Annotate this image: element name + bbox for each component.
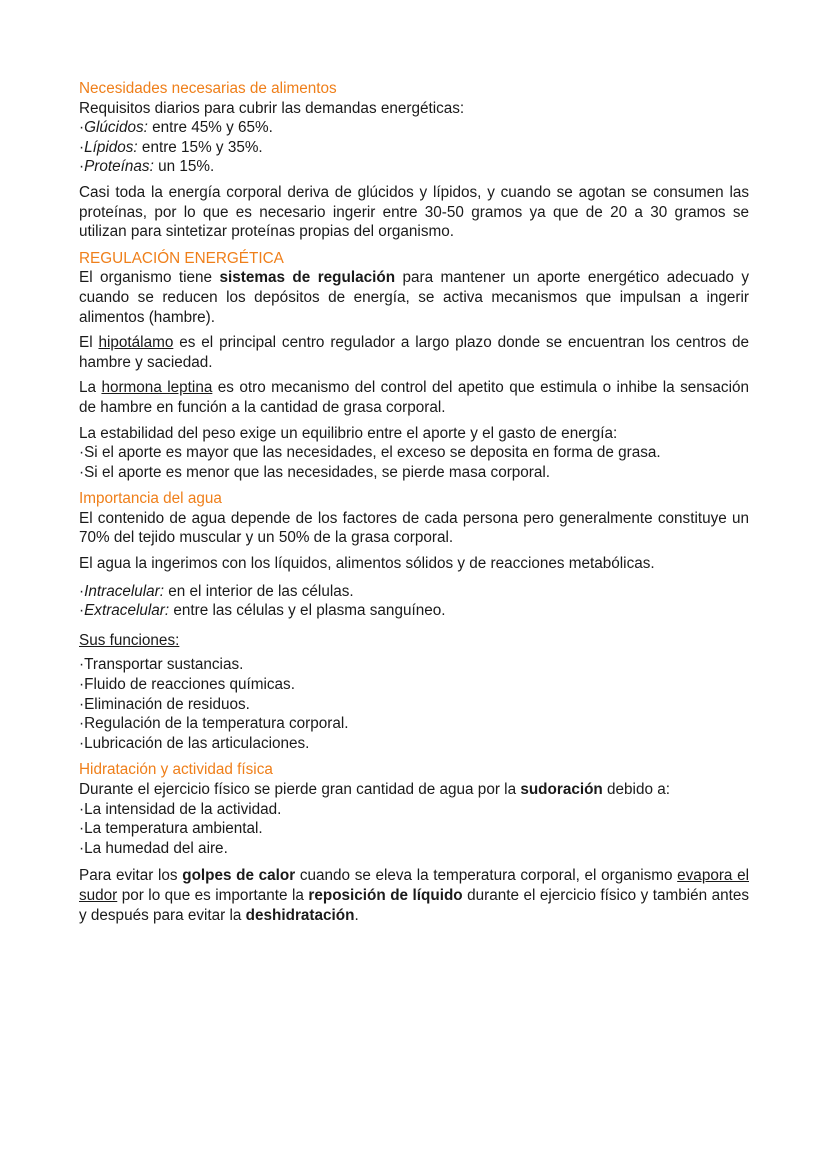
bullet: · [79,119,85,137]
heading-regulation: REGULACIÓN ENERGÉTICA [79,249,284,267]
text-run: es el principal centro regulador a largo plazo donde se encuentran los centros de hambre y saciedad. [79,334,749,371]
list-text: en el interior de las células. [164,582,354,600]
hydration-paragraph-1 [79,780,749,800]
macronutrient-list [79,118,749,177]
bullet: · [79,582,85,600]
list-item [79,157,749,177]
underlined-title: Sus funciones: [79,631,180,649]
underlined-term: hormona leptina [101,379,213,397]
text-run: . [354,906,359,924]
text-run: para mantener un aporte energético adecuado y cuando se reducen los depósitos de energía, se activa mecanismos que impulsan a ingerir alimentos (hambre). [79,269,750,326]
bullet: · [79,158,85,176]
functions-title [79,631,749,651]
list-item [79,601,749,621]
heading-hydration: Hidratación y actividad física [79,761,273,779]
term-lipidos: Lípidos: [84,138,138,156]
water-types-list [79,582,749,621]
underlined-term: hipotálamo [98,334,174,352]
document-content [79,79,749,925]
term-glucidos: Glúcidos: [84,119,148,137]
text-run: Para evitar los [79,867,183,885]
list-text: entre 45% y 65%. [147,119,273,137]
weight-balance-list [79,443,749,482]
text-run: cuando se eleva la temperatura corporal, el organismo [295,867,678,885]
regulation-paragraph-3 [79,378,749,417]
term-proteinas: Proteínas: [84,158,154,176]
food-needs-intro: Requisitos diarios para cubrir las demandas energéticas: [79,99,465,117]
regulation-paragraph-1 [79,268,749,327]
water-paragraph-2: El agua la ingerimos con los líquidos, alimentos sólidos y de reacciones metabólicas. [79,555,655,573]
term-extracelular: Extracelular: [84,602,170,620]
regulation-paragraph-4: La estabilidad del peso exige un equilibrio entre el aporte y el gasto de energía: [79,424,618,442]
list-item: ·Eliminación de residuos. [79,695,250,713]
heading-food-needs: Necesidades necesarias de alimentos [79,80,337,97]
list-text: entre las células y el plasma sanguíneo. [169,602,446,620]
list-item [79,118,749,138]
sweat-factors-list [79,800,749,859]
list-item: ·Fluido de reacciones químicas. [79,676,295,694]
bullet: · [79,602,85,620]
water-functions-list [79,655,749,753]
water-paragraph-1: El contenido de agua depende de los factores de cada persona pero generalmente constituye un 70% del tejido muscular y un 50% de la grasa corporal. [79,509,749,547]
list-item: ·La temperatura ambiental. [79,820,263,838]
text-run: debido a: [602,781,670,798]
text-run: por lo que es importante la [117,886,309,904]
hydration-paragraph-2 [79,866,749,925]
text-run: es otro mecanismo del control del apetito que estimula o inhibe la sensación de hambre en función a la cantidad de grasa corporal. [79,379,749,416]
list-text: un 15%. [153,158,215,176]
text-run: El [79,334,99,352]
bold-term: golpes de calor [182,867,296,885]
bold-term: sistemas de regulación [219,269,396,287]
underlined-term: evapora el sudor [79,867,749,904]
list-item: ·La humedad del aire. [79,839,228,857]
list-item: ·Lubricación de las articulaciones. [79,734,310,752]
list-item: ·Si el aporte es menor que las necesidades, se pierde masa corporal. [79,463,551,481]
regulation-paragraph-2 [79,333,749,372]
list-item: ·Regulación de la temperatura corporal. [79,715,349,733]
text-run: Durante el ejercicio físico se pierde gran cantidad de agua por la [79,781,521,798]
bold-term: reposición de líquido [308,886,463,904]
bold-term: sudoración [520,781,603,798]
term-intracelular: Intracelular: [84,582,165,600]
text-run: durante el ejercicio físico y también antes y después para evitar la [79,886,749,924]
list-item [79,582,749,602]
list-item: ·Transportar sustancias. [79,656,244,674]
food-needs-paragraph: Casi toda la energía corporal deriva de glúcidos y lípidos, y cuando se agotan se consumen las proteínas, por lo que es necesario ingerir entre 30-50 gramos ya que de 20 a 30 gramos se utilizan para sintetizar proteínas propias del organismo. [79,183,749,241]
list-text: entre 15% y 35%. [137,138,263,156]
bullet: · [79,138,85,156]
text-run: La [79,379,102,397]
list-item: ·La intensidad de la actividad. [79,800,282,818]
text-run: El organismo tiene [79,269,220,287]
heading-water: Importancia del agua [79,490,222,508]
list-item [79,138,749,158]
list-item: ·Si el aporte es mayor que las necesidades, el exceso se deposita en forma de grasa. [79,444,661,462]
bold-term: deshidratación [245,906,355,924]
